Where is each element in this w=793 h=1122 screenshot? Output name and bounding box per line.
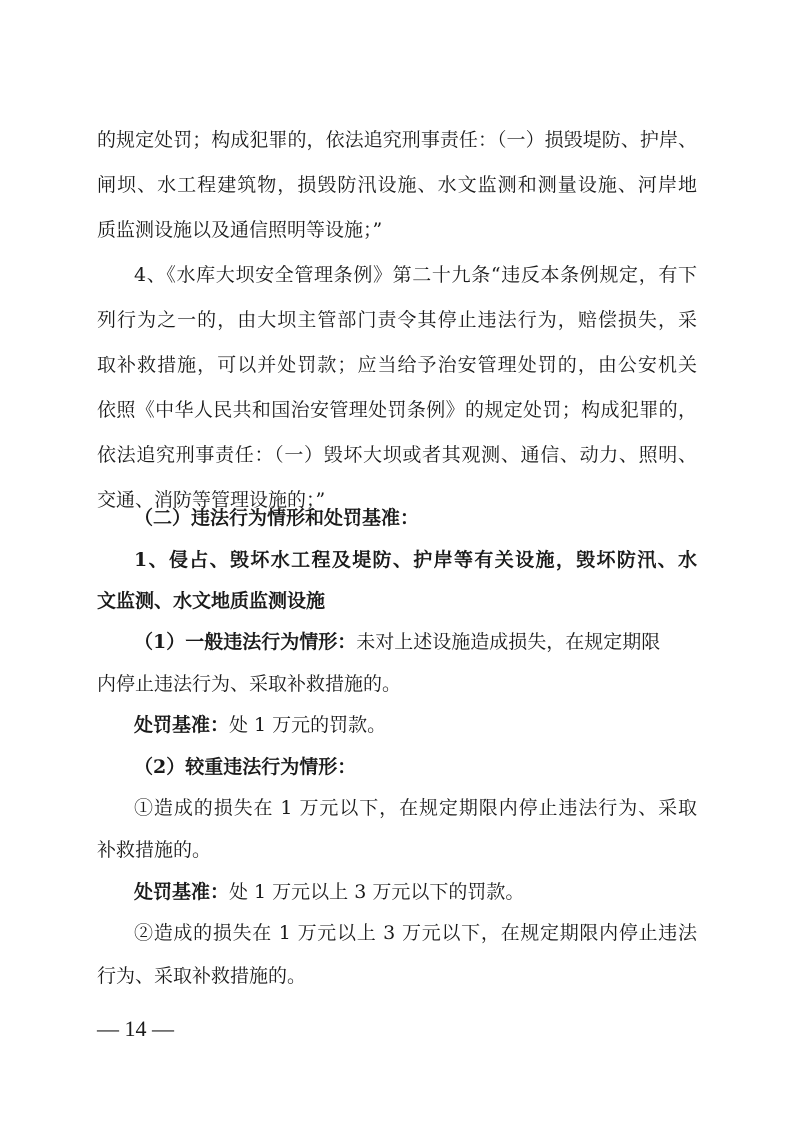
- body-line: ②造成的损失在 1 万元以上 3 万元以下，在规定期限内停止违法: [134, 922, 697, 944]
- case-text: 未对上述设施造成损失，在规定期限: [356, 631, 661, 653]
- page-number: — 14 —: [97, 1016, 174, 1041]
- penalty-label: 处罚基准：: [134, 881, 230, 903]
- body-line: 补救措施的。: [97, 839, 212, 861]
- penalty-label: 处罚基准：: [134, 714, 230, 736]
- penalty-line: [134, 880, 697, 904]
- case-line: [134, 630, 697, 654]
- body-line: ①造成的损失在 1 万元以下，在规定期限内停止违法行为、采取: [134, 797, 697, 819]
- body-line: 4、《水库大坝安全管理条例》第二十九条“违反本条例规定，有下: [134, 264, 697, 286]
- case-label: （1）一般违法行为情形：: [134, 631, 357, 653]
- subsection-heading: 文监测、水文地质监测设施: [97, 590, 326, 612]
- body-line: 的规定处罚；构成犯罪的，依法追究刑事责任：（一）损毁堤防、护岸、: [97, 129, 697, 151]
- body-line: 行为、采取补救措施的。: [97, 965, 307, 987]
- body-line: 依法追究刑事责任：（一）毁坏大坝或者其观测、通信、动力、照明、: [97, 444, 697, 466]
- body-line: 交通、消防等管理设施的；”: [97, 489, 326, 511]
- case-label: （2）较重违法行为情形：: [134, 756, 357, 778]
- penalty-line: [134, 713, 697, 737]
- section-heading: （二）违法行为情形和处罚基准：: [134, 507, 420, 529]
- body-line: 列行为之一的，由大坝主管部门责令其停止违法行为，赔偿损失，采: [97, 309, 697, 331]
- body-line: 取补救措施，可以并处罚款；应当给予治安管理处罚的，由公安机关: [97, 354, 697, 376]
- body-line: 依照《中华人民共和国治安管理处罚条例》的规定处罚；构成犯罪的，: [97, 399, 697, 421]
- subsection-heading: 1、侵占、毁坏水工程及堤防、护岸等有关设施，毁坏防汛、水: [134, 549, 697, 571]
- penalty-text: 处 1 万元的罚款。: [229, 714, 387, 736]
- body-line: 质监测设施以及通信照明等设施；”: [97, 219, 383, 241]
- body-line: 闸坝、水工程建筑物，损毁防汛设施、水文监测和测量设施、河岸地: [97, 174, 697, 196]
- penalty-text: 处 1 万元以上 3 万元以下的罚款。: [229, 881, 525, 903]
- body-line: 内停止违法行为、采取补救措施的。: [97, 673, 402, 695]
